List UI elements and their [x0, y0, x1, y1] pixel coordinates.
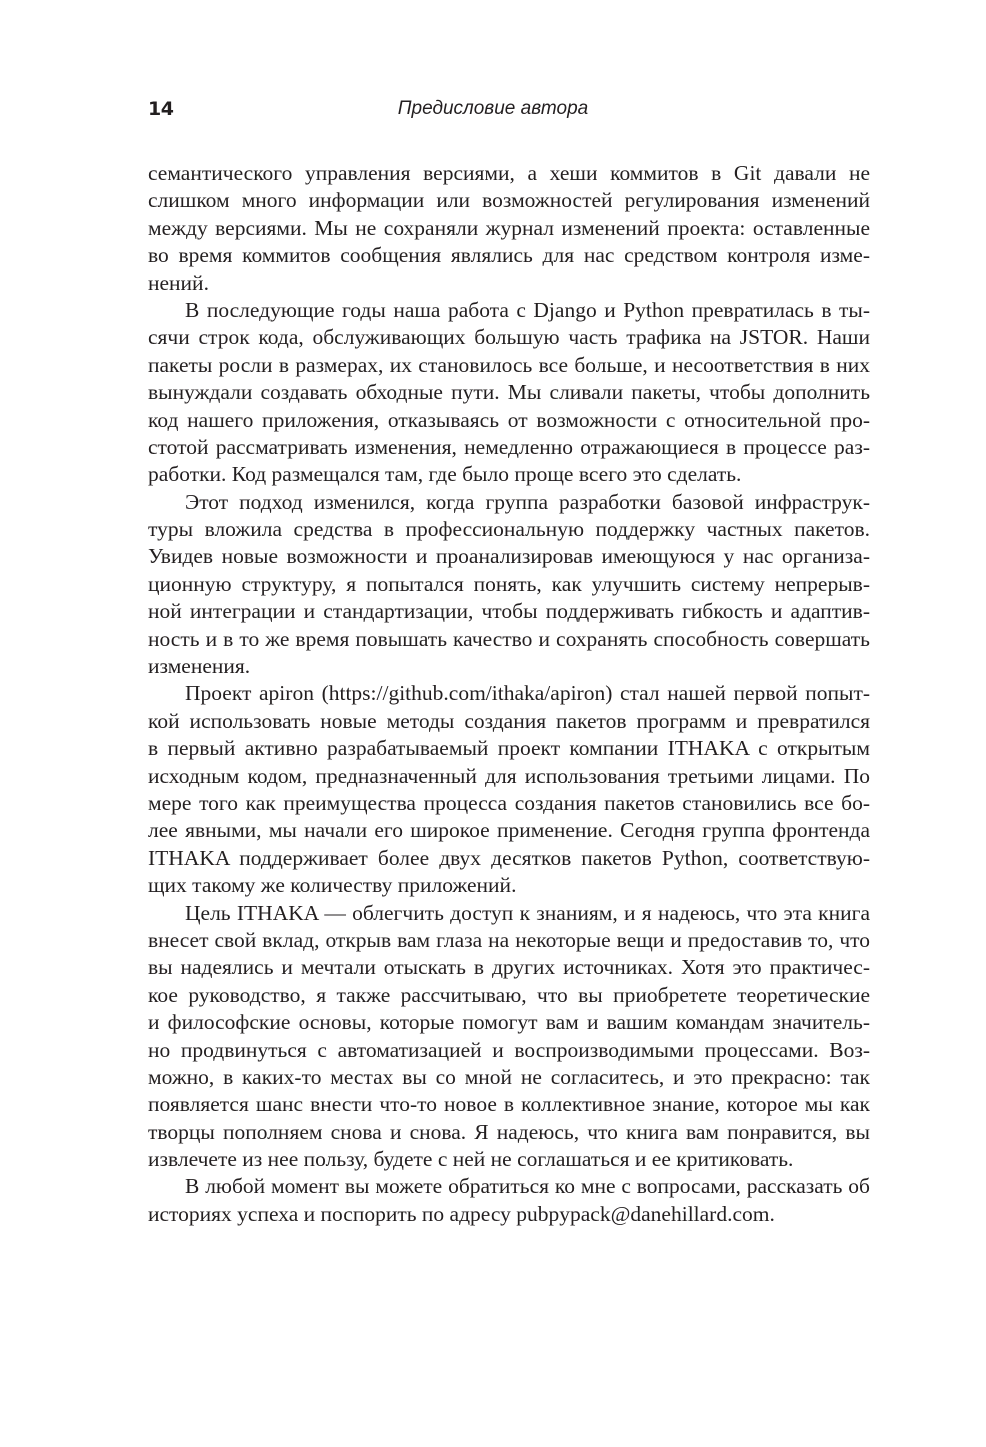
text-line: но продвинуться с автоматизацией и воспроизводимыми процессами. Воз- [148, 1037, 870, 1062]
text-line: извлечете из нее пользу, будете с ней не соглашаться и ее критиковать. [148, 1147, 794, 1172]
text-line: между версиями. Мы не сохраняли журнал изменений проекта: оставленные [148, 215, 870, 240]
paragraph [148, 160, 870, 297]
text-line: историях успеха и поспорить по адресу pubpypack@danehillard.com. [148, 1201, 775, 1226]
text-line: кое руководство, я также рассчитываю, что вы приобретете теоретические [148, 982, 870, 1007]
text-line: туры вложила средства в профессиональную поддержку частных пакетов. [148, 517, 870, 542]
paragraph [148, 680, 870, 899]
text-line: код нашего приложения, отказываясь от возможности с относительной про- [148, 407, 870, 432]
text-line: семантического управления версиями, а хеши коммитов в Git давали не [148, 161, 870, 185]
text-line: внесет свой вклад, открыв вам глаза на некоторые вещи и предоставив то, что [148, 927, 870, 952]
text-line: работки. Код размещался там, где было проще всего это сделать. [148, 462, 742, 487]
text-line: Цель ITHAKA — облегчить доступ к знаниям, и я надеюсь, что эта книга [185, 900, 870, 925]
text-line: слишком много информации или возможностей регулирования изменений [148, 188, 870, 213]
text-line: изменения. [148, 654, 251, 679]
text-line: вы надеялись и мечтали отыскать в других источниках. Хотя это практичес- [148, 955, 870, 980]
text-line: ITHAKA поддерживает более двух десятков пакетов Python, соответствую- [148, 845, 870, 870]
paragraph [148, 489, 870, 681]
text-line: пакеты росли в размерах, их становилось все больше, и несоответствия в них [148, 352, 870, 377]
paragraph [148, 1173, 870, 1228]
text-line: кой использовать новые методы создания пакетов программ и превратился [148, 708, 870, 733]
text-line: и философские основы, которые помогут вам и вашим командам значитель- [148, 1010, 870, 1035]
text-line: вынуждали создавать обходные пути. Мы сливали пакеты, чтобы дополнить [148, 380, 870, 405]
text-line: ность и в то же время повышать качество и сохранять способность совершать [148, 626, 870, 651]
text-line: Проект apiron (https://github.com/ithaka/apiron) стал нашей первой попыт- [185, 681, 870, 706]
text-line: В любой момент вы можете обратиться ко мне с вопросами, рассказать об [185, 1174, 870, 1199]
paragraph [148, 297, 870, 489]
text-line: появляется шанс внести что-то новое в коллективное знание, которое мы как [148, 1092, 870, 1117]
body-text [148, 160, 870, 1228]
text-line: исходным кодом, предназначенный для использования третьими лицами. По [148, 763, 870, 788]
text-line: ной интеграции и стандартизации, чтобы поддерживать гибкость и адаптив- [148, 599, 870, 624]
text-line: мере того как преимущества процесса создания пакетов становились все бо- [148, 790, 870, 815]
running-title: Предисловие автора [397, 98, 589, 119]
text-line: творцы пополняем снова и снова. Я надеюсь, что книга вам понравится, вы [148, 1119, 870, 1144]
text-line: нений. [148, 270, 209, 295]
text-line: В последующие годы наша работа с Django и Python превратилась в ты- [185, 297, 870, 322]
page-number: 14 [148, 98, 174, 120]
text-line: в первый активно разрабатываемый проект компании ITHAKA с открытым [148, 736, 870, 761]
text-line: Этот подход изменился, когда группа разработки базовой инфраструк- [185, 489, 870, 514]
text-line: сячи строк кода, обслуживающих большую часть трафика на JSTOR. Наши [148, 325, 870, 350]
text-line: во время коммитов сообщения являлись для нас средством контроля изме- [148, 243, 870, 268]
text-line: лее явными, мы начали его широкое применение. Сегодня группа фронтенда [148, 818, 870, 843]
page-header [148, 98, 838, 128]
paragraph [148, 900, 870, 1174]
text-line: ционную структуру, я попытался понять, как улучшить систему непрерыв- [148, 571, 870, 596]
text-line: щих такому же количеству приложений. [148, 873, 517, 898]
text-line: можно, в каких-то местах вы со мной не согласитесь, и это прекрасно: так [148, 1064, 870, 1089]
text-line: Увидев новые возможности и проанализировав имеющуюся у нас организа- [148, 544, 870, 569]
text-line: стотой рассматривать изменения, немедленно отражающиеся в процессе раз- [148, 434, 870, 459]
